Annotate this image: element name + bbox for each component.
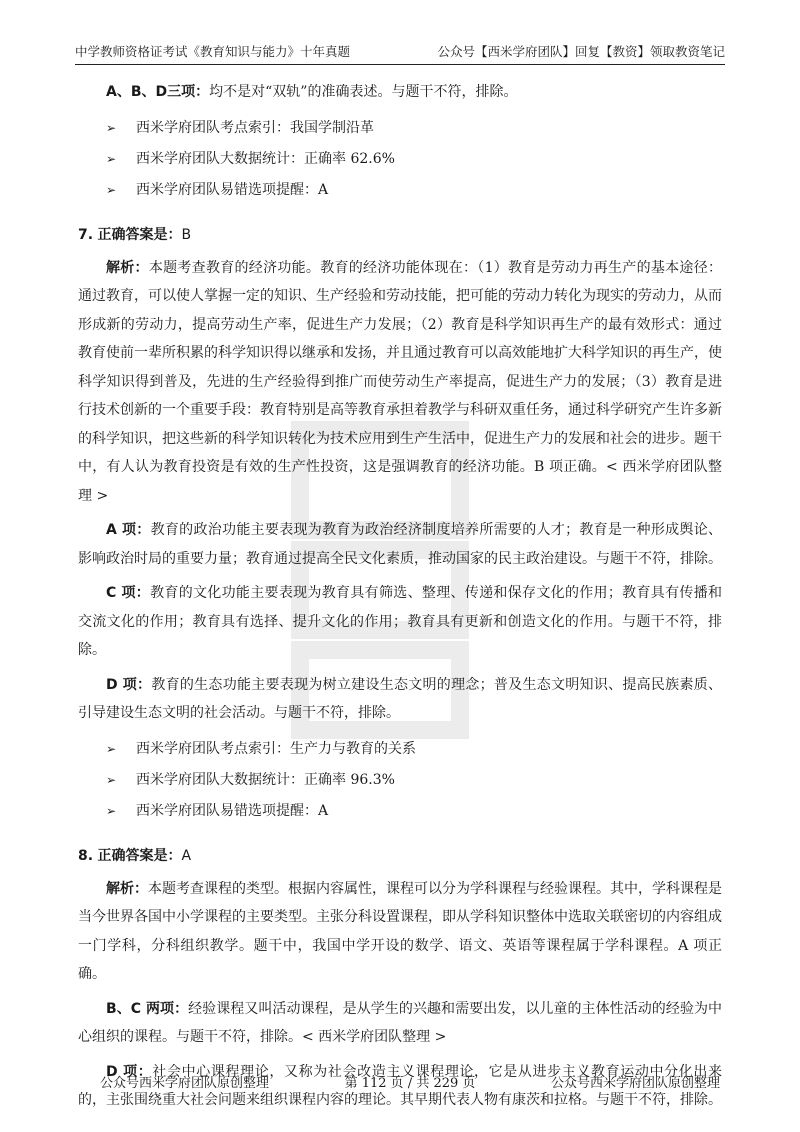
q8-option-bc: B、C 两项：经验课程又叫活动课程，是从学生的兴趣和需要出发，以儿童的主体性活动的经验为中心组织的课程。与题干不符，排除。< 西米学府团队整理 >: [78, 1000, 722, 1045]
arrow-icon: ➢: [106, 120, 117, 135]
page-header: [75, 42, 725, 65]
arrow-icon: ➢: [106, 803, 117, 818]
arrow-icon: ➢: [106, 151, 117, 166]
arrow-icon: ➢: [106, 741, 117, 756]
q7-option-d: D 项：教育的生态功能主要表现为树立建设生态文明的理念；普及生态文明知识、提高民族素质、引导建设生态文明的社会活动。与题干不符，排除。: [78, 676, 723, 721]
prev-abd-label: A、B、D三项：: [106, 84, 210, 100]
q7-number: 7.: [78, 226, 94, 243]
q8-option-d: D 项：社会中心课程理论，又称为社会改造主义课程理论，它是从进步主义教育运动中分化出来的，主张围绕重大社会问题来组织课程内容的理论。其早期代表人物有康茨和拉格。与题干不符，排除。: [78, 1063, 723, 1108]
header-left: 中学教师资格证考试《教育知识与能力》十年真题: [75, 44, 351, 59]
q7-analysis: 解析：本题考查教育的经济功能。教育的经济功能体现在：（1）教育是劳动力再生产的基本途径：通过教育，可以使人掌握一定的知识、生产经验和劳动技能，把可能的劳动力转化为现实的劳动力，从而形成新的劳动力，提高劳动生产率，促进生产力发展；（2）教育是科学知识再生产的最有效形式：通过教育使前一辈所积累的科学知识得以继承和发扬，并且通过教育可以高效能地扩大科学知识的再生产，使科学知识得到普及，先进的生产经验得到推广而使劳动生产率提高，促进生产力的发展；（3）教育是进行技术创新的一个重要手段：教育特别是高等教育承担着教学与科研双重任务，通过科学研究产生许多新的科学知识，把这些新的科学知识转化为技术应用到生产生活中，促进生产力的发展和社会的进步。题干中，有人认为教育投资是有效的生产性投资，这是强调教育的经济功能。B 项正确。< 西米学府团队整理 >: [78, 259, 722, 504]
page-number: 第 112 页 / 共 229 页: [344, 1076, 476, 1091]
q7-answer-label: 正确答案是：: [97, 226, 182, 243]
prev-abd-paragraph: [78, 78, 722, 107]
q7-bullet-index: ➢ 西米学府团队考点索引：生产力与教育的关系: [78, 734, 722, 765]
q8-analysis: 解析：本题考查课程的类型。根据内容属性，课程可以分为学科课程与经验课程。其中，学科课程是当今世界各国中小学课程的主要类型。主张分科设置课程，即从学科知识整体中选取关联密切的内容组成一门学科，分科组织教学。题干中，我国中学开设的数学、语文、英语等课程属于学科课程。A 项正确。: [78, 880, 722, 982]
prev-abd-text: 均不是对“双轨”的准确表述。与题干不符，排除。: [209, 84, 518, 100]
arrow-icon: ➢: [106, 182, 117, 197]
q8-answer-line: [78, 845, 722, 865]
q7-option-a: A 项：教育的政治功能主要表现为教育为政治经济制度培养所需要的人才；教育是一种形成舆论、影响政治时局的重要力量；教育通过提高全民文化素质，推动国家的民主政治建设。与题干不符，排除。: [78, 522, 722, 567]
q8-number: 8.: [78, 847, 94, 864]
q7-answer: B: [181, 226, 192, 243]
q7-bullet-error: ➢ 西米学府团队易错选项提醒：A: [78, 796, 722, 827]
prev-bullet-error: ➢ 西米学府团队易错选项提醒：A: [78, 175, 722, 206]
q8-answer: A: [181, 847, 192, 864]
prev-bullet-index: ➢ 西米学府团队考点索引：我国学制沿革: [78, 113, 722, 144]
arrow-icon: ➢: [106, 772, 117, 787]
page-footer: [100, 1072, 720, 1091]
q7-answer-line: [78, 224, 722, 244]
q7-bullet-stats: ➢ 西米学府团队大数据统计：正确率 96.3%: [78, 765, 722, 796]
page-content: [78, 78, 722, 1121]
prev-bullet-stats: ➢ 西米学府团队大数据统计：正确率 62.6%: [78, 144, 722, 175]
q8-answer-label: 正确答案是：: [97, 847, 182, 864]
footer-left: 公众号西米学府团队原创整理: [100, 1076, 270, 1091]
header-right: 公众号【西米学府团队】回复【教资】领取教资笔记: [437, 44, 725, 59]
footer-right: 公众号西米学府团队原创整理: [550, 1076, 720, 1091]
q7-option-c: C 项：教育的文化功能主要表现为教育具有筛选、整理、传递和保存文化的作用；教育具有传播和交流文化的作用；教育具有选择、提升文化的作用；教育具有更新和创造文化的作用。与题干不符，排除。: [78, 585, 723, 658]
